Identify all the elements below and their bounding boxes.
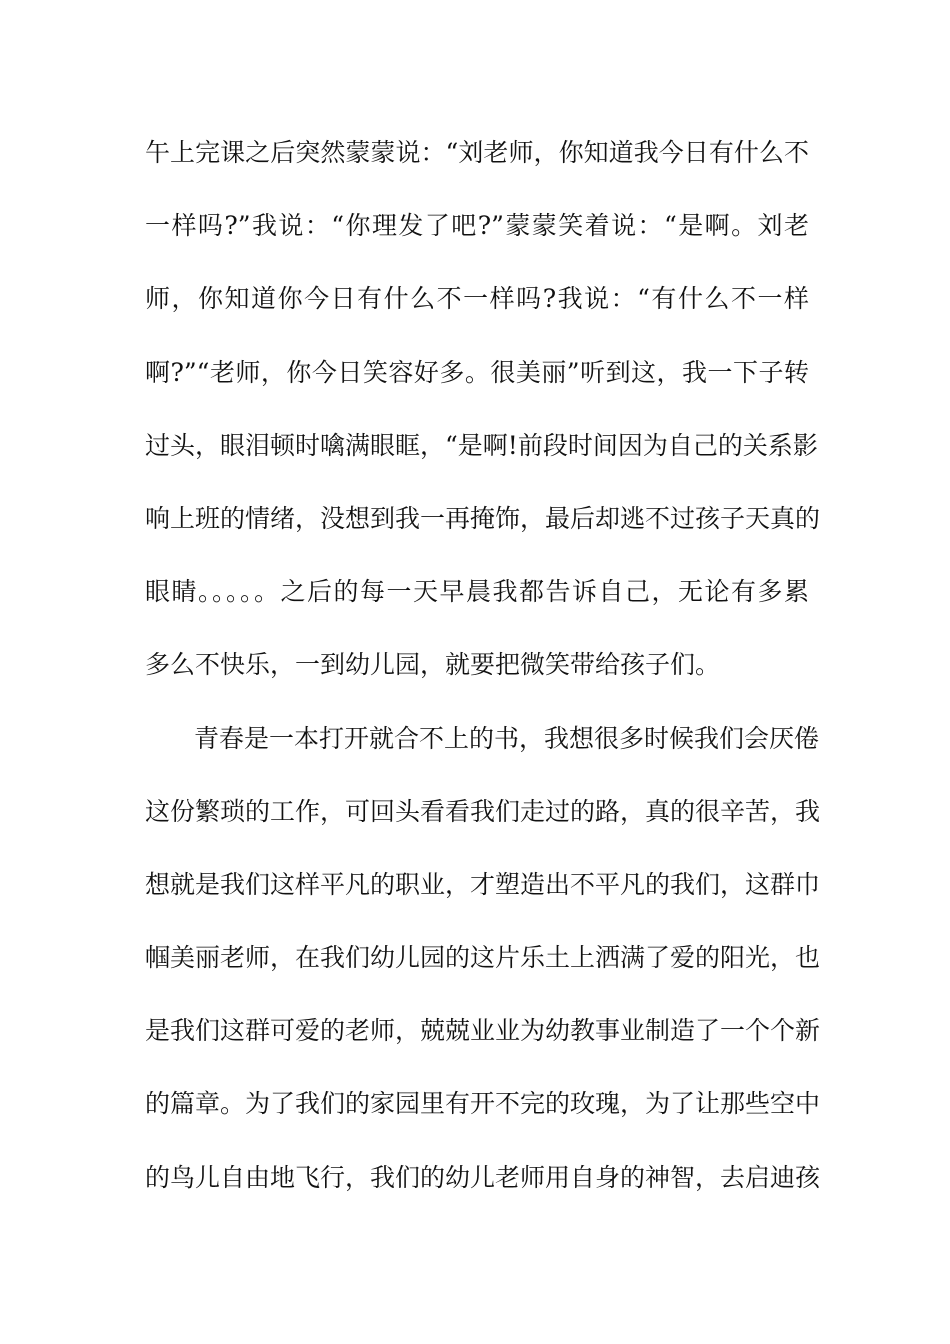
text-line: 眼睛。。。。。之后的每一天早晨我都告诉自己，无论有多累 — [145, 577, 809, 607]
body-text — [145, 128, 821, 1226]
text-line: 帼美丽老师，在我们幼儿园的这片乐土上洒满了爱的阳光，也 — [145, 943, 821, 973]
text-line: 一样吗?”我说：“你理发了吧?”蒙蒙笑着说：“是啊。刘老 — [145, 211, 809, 241]
text-line: 多么不快乐，一到幼儿园，就要把微笑带给孩子们。 — [145, 650, 721, 680]
text-line: 是我们这群可爱的老师，兢兢业业为幼教事业制造了一个个新 — [145, 1016, 821, 1046]
text-line: 想就是我们这样平凡的职业，才塑造出不平凡的我们，这群巾 — [145, 869, 821, 899]
text-line: 过头，眼泪顿时噙满眼眶，“是啊!前段时间因为自己的关系影 — [145, 430, 818, 460]
text-line: 午上完课之后突然蒙蒙说：“刘老师，你知道我今日有什么不 — [145, 138, 809, 167]
text-line: 师，你知道你今日有什么不一样吗?我说：“有什么不一样 — [145, 284, 809, 314]
paragraph-first-line: 青春是一本打开就合不上的书，我想很多时候我们会厌倦 — [194, 723, 820, 753]
text-line: 的篇章。为了我们的家园里有开不完的玫瑰，为了让那些空中 — [145, 1089, 821, 1119]
text-line: 啊?”“老师，你今日笑容好多。很美丽”听到这，我一下子转 — [145, 357, 809, 387]
text-line: 的鸟儿自由地飞行，我们的幼儿老师用自身的神智，去启迪孩 — [145, 1162, 821, 1192]
text-line: 响上班的情绪，没想到我一再掩饰，最后却逃不过孩子天真的 — [145, 503, 821, 533]
text-line: 这份繁琐的工作，可回头看看我们走过的路，真的很辛苦，我 — [145, 796, 821, 826]
